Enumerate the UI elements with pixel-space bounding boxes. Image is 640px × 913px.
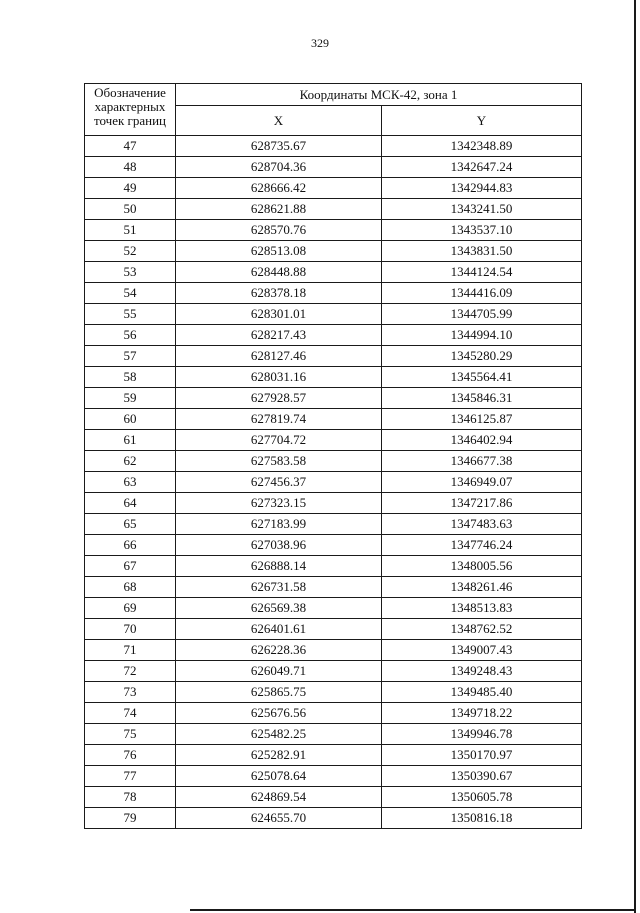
page-number: 329 xyxy=(311,36,329,50)
table-row xyxy=(85,136,582,157)
point-cell: 76 xyxy=(85,745,176,766)
x-cell: 628621.88 xyxy=(176,199,382,220)
y-cell: 1347483.63 xyxy=(382,514,582,535)
y-cell: 1347746.24 xyxy=(382,535,582,556)
table-row xyxy=(85,535,582,556)
table-row xyxy=(85,640,582,661)
table-row xyxy=(85,430,582,451)
x-cell: 625865.75 xyxy=(176,682,382,703)
y-cell: 1344994.10 xyxy=(382,325,582,346)
x-cell: 627323.15 xyxy=(176,493,382,514)
table-row xyxy=(85,409,582,430)
x-cell: 625078.64 xyxy=(176,766,382,787)
table-row xyxy=(85,367,582,388)
x-cell: 627038.96 xyxy=(176,535,382,556)
x-cell: 628301.01 xyxy=(176,304,382,325)
table-row xyxy=(85,745,582,766)
table-header xyxy=(85,84,582,136)
x-cell: 626569.38 xyxy=(176,598,382,619)
point-cell: 59 xyxy=(85,388,176,409)
y-cell: 1348762.52 xyxy=(382,619,582,640)
table-row xyxy=(85,493,582,514)
y-cell: 1350605.78 xyxy=(382,787,582,808)
table-row xyxy=(85,199,582,220)
x-cell: 628513.08 xyxy=(176,241,382,262)
x-cell: 625482.25 xyxy=(176,724,382,745)
point-cell: 54 xyxy=(85,283,176,304)
x-cell: 626049.71 xyxy=(176,661,382,682)
table-row xyxy=(85,325,582,346)
x-cell: 627456.37 xyxy=(176,472,382,493)
x-cell: 625676.56 xyxy=(176,703,382,724)
table-body xyxy=(85,136,582,829)
x-cell: 628378.18 xyxy=(176,283,382,304)
y-cell: 1350816.18 xyxy=(382,808,582,829)
table-row xyxy=(85,388,582,409)
table-row xyxy=(85,787,582,808)
x-cell: 628127.46 xyxy=(176,346,382,367)
point-cell: 78 xyxy=(85,787,176,808)
y-cell: 1344416.09 xyxy=(382,283,582,304)
table-row xyxy=(85,808,582,829)
point-cell: 77 xyxy=(85,766,176,787)
x-cell: 628031.16 xyxy=(176,367,382,388)
table-row xyxy=(85,220,582,241)
table-row xyxy=(85,157,582,178)
y-cell: 1347217.86 xyxy=(382,493,582,514)
point-cell: 79 xyxy=(85,808,176,829)
y-cell: 1346125.87 xyxy=(382,409,582,430)
x-cell: 626401.61 xyxy=(176,619,382,640)
point-cell: 72 xyxy=(85,661,176,682)
table-row xyxy=(85,682,582,703)
table-row xyxy=(85,283,582,304)
scan-edge-right xyxy=(634,0,636,913)
point-cell: 52 xyxy=(85,241,176,262)
table-row xyxy=(85,304,582,325)
scan-edge-bottom xyxy=(190,909,636,911)
point-cell: 56 xyxy=(85,325,176,346)
point-cell: 63 xyxy=(85,472,176,493)
point-cell: 58 xyxy=(85,367,176,388)
x-cell: 628666.42 xyxy=(176,178,382,199)
y-cell: 1349485.40 xyxy=(382,682,582,703)
y-cell: 1344124.54 xyxy=(382,262,582,283)
x-cell: 626228.36 xyxy=(176,640,382,661)
point-cell: 65 xyxy=(85,514,176,535)
point-cell: 51 xyxy=(85,220,176,241)
x-cell: 627183.99 xyxy=(176,514,382,535)
table-row xyxy=(85,346,582,367)
table-row xyxy=(85,241,582,262)
y-cell: 1344705.99 xyxy=(382,304,582,325)
table-row xyxy=(85,598,582,619)
y-cell: 1343241.50 xyxy=(382,199,582,220)
y-cell: 1348005.56 xyxy=(382,556,582,577)
table-row xyxy=(85,766,582,787)
y-cell: 1343831.50 xyxy=(382,241,582,262)
x-cell: 625282.91 xyxy=(176,745,382,766)
y-cell: 1349946.78 xyxy=(382,724,582,745)
point-cell: 75 xyxy=(85,724,176,745)
point-cell: 74 xyxy=(85,703,176,724)
point-cell: 68 xyxy=(85,577,176,598)
table-row xyxy=(85,556,582,577)
y-cell: 1350170.97 xyxy=(382,745,582,766)
table-row xyxy=(85,724,582,745)
point-cell: 73 xyxy=(85,682,176,703)
coordinates-group-header: Координаты МСК-42, зона 1 xyxy=(176,84,582,106)
point-cell: 70 xyxy=(85,619,176,640)
point-cell: 64 xyxy=(85,493,176,514)
y-cell: 1343537.10 xyxy=(382,220,582,241)
table-row xyxy=(85,178,582,199)
table-row xyxy=(85,577,582,598)
y-cell: 1348261.46 xyxy=(382,577,582,598)
x-cell: 628735.67 xyxy=(176,136,382,157)
point-cell: 60 xyxy=(85,409,176,430)
x-cell: 627928.57 xyxy=(176,388,382,409)
point-cell: 47 xyxy=(85,136,176,157)
point-cell: 66 xyxy=(85,535,176,556)
point-cell: 71 xyxy=(85,640,176,661)
table-row xyxy=(85,703,582,724)
x-cell: 628448.88 xyxy=(176,262,382,283)
y-cell: 1349007.43 xyxy=(382,640,582,661)
y-cell: 1345280.29 xyxy=(382,346,582,367)
table-row xyxy=(85,514,582,535)
x-cell: 624869.54 xyxy=(176,787,382,808)
y-cell: 1346949.07 xyxy=(382,472,582,493)
x-cell: 628570.76 xyxy=(176,220,382,241)
y-cell: 1342348.89 xyxy=(382,136,582,157)
x-cell: 626731.58 xyxy=(176,577,382,598)
y-cell: 1345846.31 xyxy=(382,388,582,409)
y-cell: 1346402.94 xyxy=(382,430,582,451)
y-cell: 1342647.24 xyxy=(382,157,582,178)
point-cell: 62 xyxy=(85,451,176,472)
point-cell: 49 xyxy=(85,178,176,199)
coordinates-table xyxy=(84,83,582,829)
y-cell: 1346677.38 xyxy=(382,451,582,472)
point-cell: 53 xyxy=(85,262,176,283)
point-cell: 55 xyxy=(85,304,176,325)
x-cell: 624655.70 xyxy=(176,808,382,829)
x-cell: 627819.74 xyxy=(176,409,382,430)
point-column-header: Обозначение характерных точек границ xyxy=(85,84,176,136)
point-cell: 69 xyxy=(85,598,176,619)
x-cell: 627704.72 xyxy=(176,430,382,451)
y-cell: 1349248.43 xyxy=(382,661,582,682)
x-cell: 626888.14 xyxy=(176,556,382,577)
y-column-header: Y xyxy=(382,106,582,136)
table-row xyxy=(85,619,582,640)
y-cell: 1345564.41 xyxy=(382,367,582,388)
y-cell: 1342944.83 xyxy=(382,178,582,199)
x-column-header: X xyxy=(176,106,382,136)
y-cell: 1349718.22 xyxy=(382,703,582,724)
x-cell: 627583.58 xyxy=(176,451,382,472)
point-cell: 61 xyxy=(85,430,176,451)
table-row xyxy=(85,661,582,682)
y-cell: 1350390.67 xyxy=(382,766,582,787)
table-row xyxy=(85,451,582,472)
point-cell: 57 xyxy=(85,346,176,367)
table-row xyxy=(85,472,582,493)
point-cell: 50 xyxy=(85,199,176,220)
point-cell: 67 xyxy=(85,556,176,577)
x-cell: 628217.43 xyxy=(176,325,382,346)
y-cell: 1348513.83 xyxy=(382,598,582,619)
point-cell: 48 xyxy=(85,157,176,178)
table-row xyxy=(85,262,582,283)
x-cell: 628704.36 xyxy=(176,157,382,178)
